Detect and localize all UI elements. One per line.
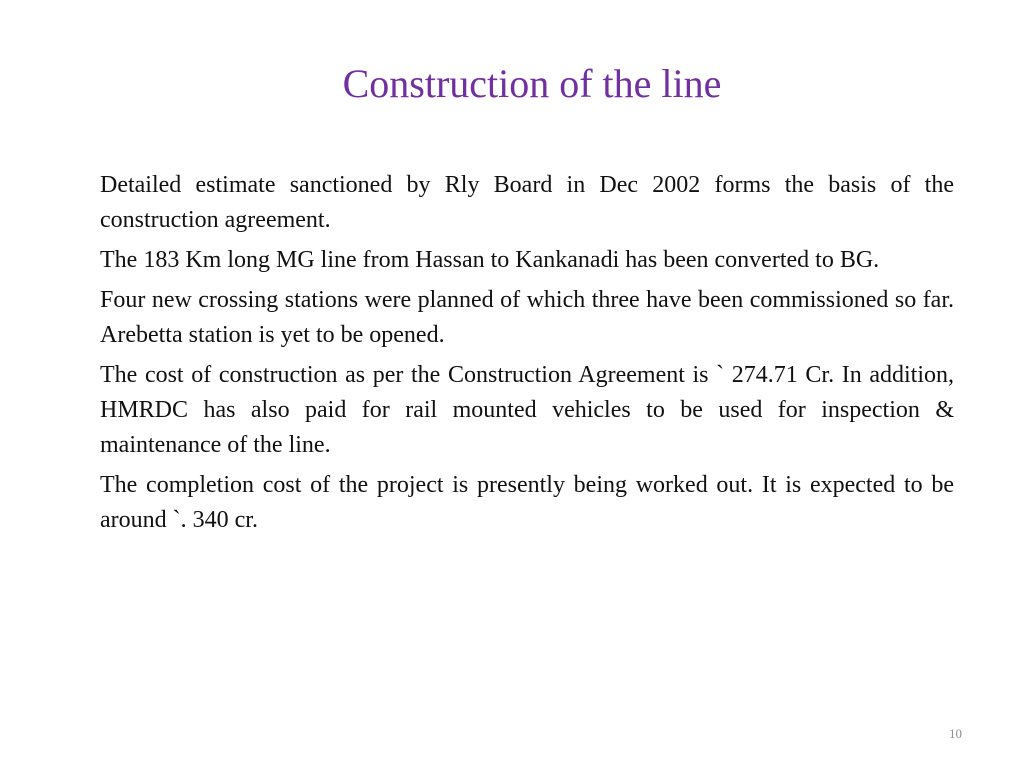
body-paragraph-4: The cost of construction as per the Construction Agreement is ` 274.71 Cr. In addition, HMRDC has also paid for rail mounted vehicles to be used for inspection & maintenance of the line. [100, 362, 954, 458]
slide-body [100, 168, 954, 543]
body-paragraph-3: Four new crossing stations were planned of which three have been commissioned so far. Arebetta station is yet to be opened. [100, 287, 954, 348]
body-paragraph-1: Detailed estimate sanctioned by Rly Board in Dec 2002 forms the basis of the construction agreement. [100, 172, 954, 233]
slide-title: Construction of the line [342, 61, 722, 106]
body-paragraph-5: The completion cost of the project is presently being worked out. It is expected to be around `. 340 cr. [100, 472, 954, 533]
page-number: 10 [949, 726, 962, 741]
body-paragraph-2: The 183 Km long MG line from Hassan to Kankanadi has been converted to BG. [100, 247, 880, 273]
